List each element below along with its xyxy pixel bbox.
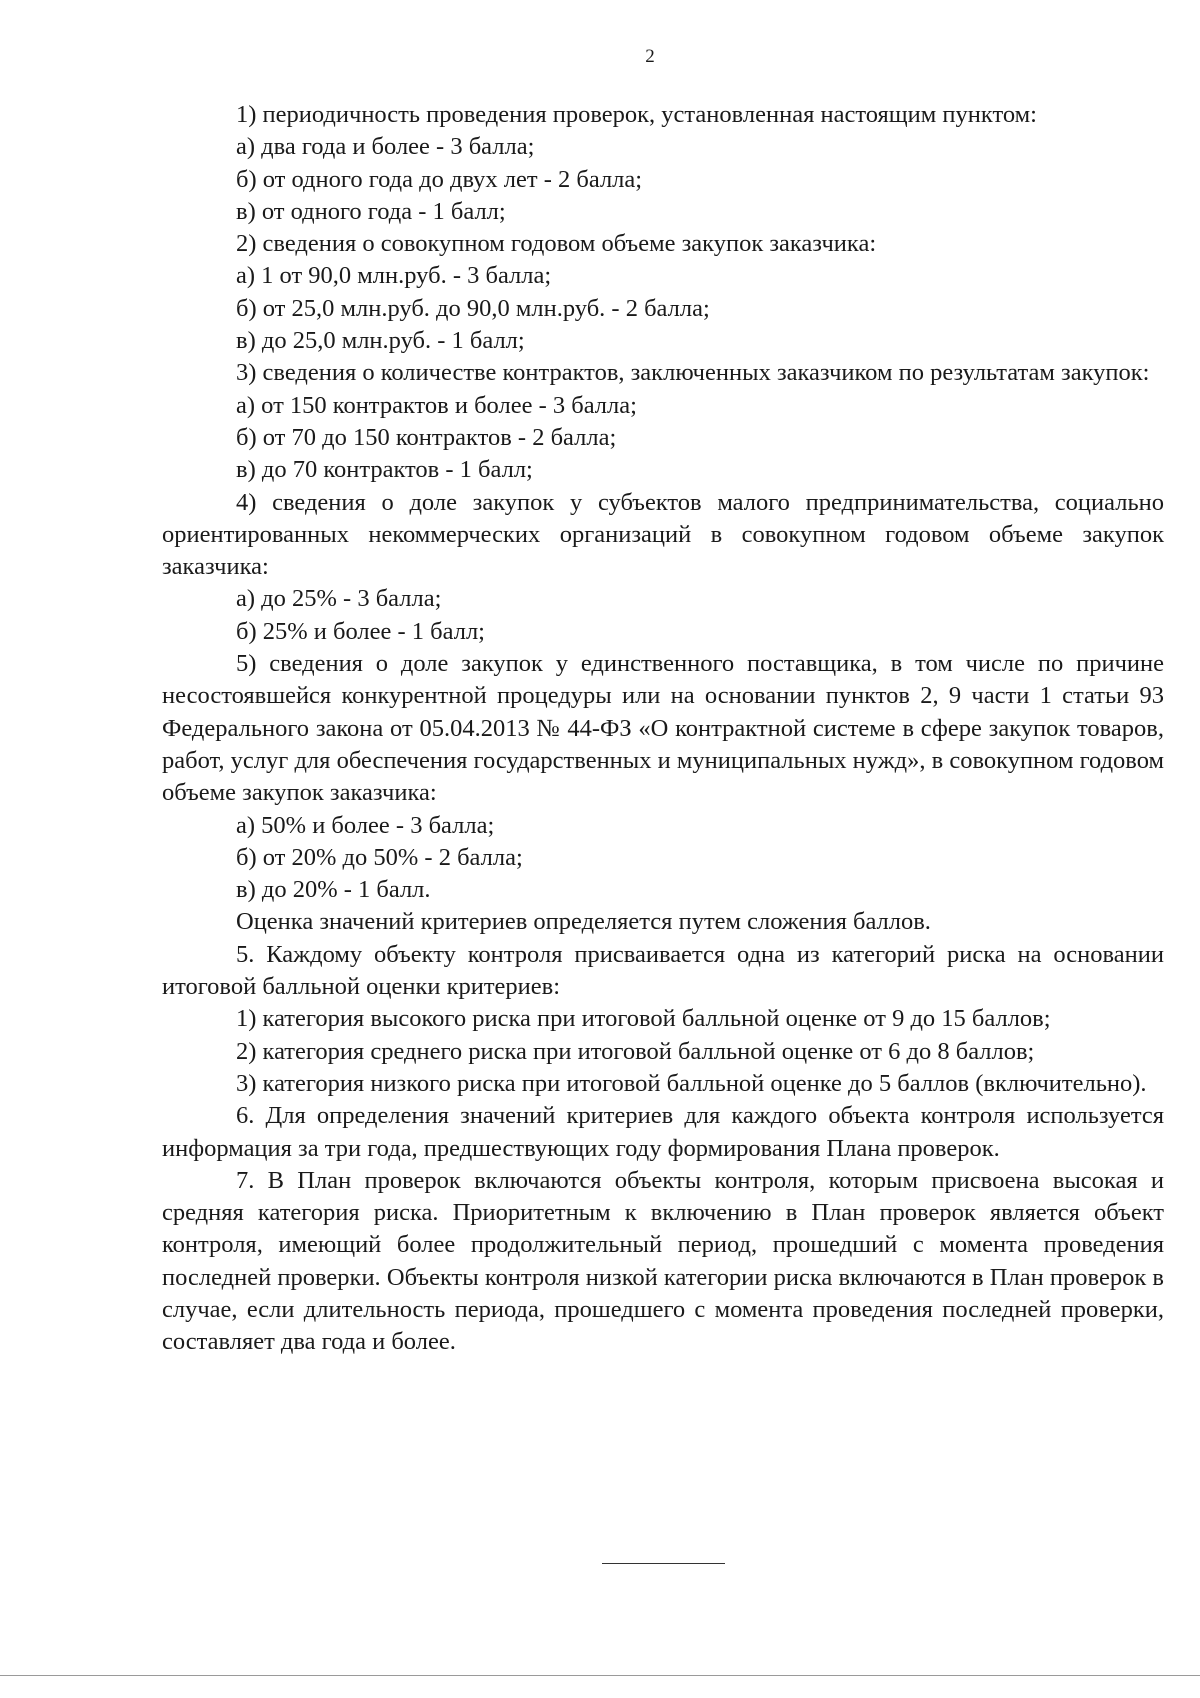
- paragraph-2c: в) до 25,0 млн.руб. - 1 балл;: [236, 327, 525, 355]
- paragraph-1b: б) от одного года до двух лет - 2 балла;: [236, 165, 643, 193]
- section-5-item-1: 1) категория высокого риска при итоговой балльной оценке от 9 до 15 баллов;: [236, 1005, 1051, 1033]
- document-body: [162, 99, 1164, 1359]
- paragraph-1a: а) два года и более - 3 балла;: [236, 133, 535, 161]
- section-5-item-3: 3) категория низкого риска при итоговой балльной оценке до 5 баллов (включительно).: [236, 1069, 1147, 1097]
- paragraph-1: 1) периодичность проведения проверок, установленная настоящим пунктом:: [236, 101, 1037, 128]
- paragraph-3b: б) от 70 до 150 контрактов - 2 балла;: [236, 423, 617, 451]
- paragraph-4a: а) до 25% - 3 балла;: [236, 585, 442, 613]
- paragraph-5a: а) 50% и более - 3 балла;: [236, 811, 495, 839]
- paragraph-2: 2) сведения о совокупном годовом объеме закупок заказчика:: [236, 230, 877, 258]
- paragraph-summary: Оценка значений критериев определяется путем сложения баллов.: [236, 908, 931, 936]
- section-5-item-2: 2) категория среднего риска при итоговой балльной оценке от 6 до 8 баллов;: [236, 1037, 1035, 1065]
- paragraph-5c: в) до 20% - 1 балл.: [236, 876, 431, 904]
- end-of-text-rule: [602, 1563, 725, 1564]
- paragraph-3: 3) сведения о количестве контрактов, заключенных заказчиком по результатам закупок:: [236, 359, 1150, 387]
- paragraph-4b: б) 25% и более - 1 балл;: [236, 617, 485, 645]
- paragraph-3c: в) до 70 контрактов - 1 балл;: [236, 456, 533, 484]
- paragraph-5: 5) сведения о доле закупок у единственного поставщика, в том числе по причине несостоявшейся конкурентной процедуры или на основании пунктов 2, 9 части 1 статьи 93 Федерального закона от 05.04.2013 № 44-ФЗ «О контрактной системе в сфере закупок товаров, работ, услуг для обеспечения государственных и муниципальных нужд», в совокупном годовом объеме закупок заказчика:: [162, 650, 1164, 807]
- paragraph-4: 4) сведения о доле закупок у субъектов малого предпринимательства, социально ориентированных некоммерческих организаций в совокупном годовом объеме закупок заказчика:: [162, 488, 1164, 581]
- paragraph-2b: б) от 25,0 млн.руб. до 90,0 млн.руб. - 2 балла;: [236, 294, 710, 322]
- paragraph-3a: а) от 150 контрактов и более - 3 балла;: [236, 391, 637, 419]
- paragraph-2a: а) 1 от 90,0 млн.руб. - 3 балла;: [236, 262, 552, 290]
- section-7: 7. В План проверок включаются объекты контроля, которым присвоена высокая и средняя категория риска. Приоритетным к включению в План проверок является объект контроля, имеющий более продолжительный период, прошедший с момента проведения последней проверки. Объекты контроля низкой категории риска включаются в План проверок в случае, если длительность периода, прошедшего с момента проведения последней проверки, составляет два года и более.: [162, 1166, 1164, 1356]
- section-6: 6. Для определения значений критериев для каждого объекта контроля используется информация за три года, предшествующих году формирования Плана проверок.: [162, 1102, 1164, 1162]
- scan-edge-line: [0, 1675, 1200, 1676]
- paragraph-5b: б) от 20% до 50% - 2 балла;: [236, 843, 523, 871]
- page-number: 2: [645, 46, 655, 67]
- paragraph-1c: в) от одного года - 1 балл;: [236, 197, 506, 225]
- section-5: 5. Каждому объекту контроля присваивается одна из категорий риска на основании итоговой балльной оценки критериев:: [162, 940, 1164, 1001]
